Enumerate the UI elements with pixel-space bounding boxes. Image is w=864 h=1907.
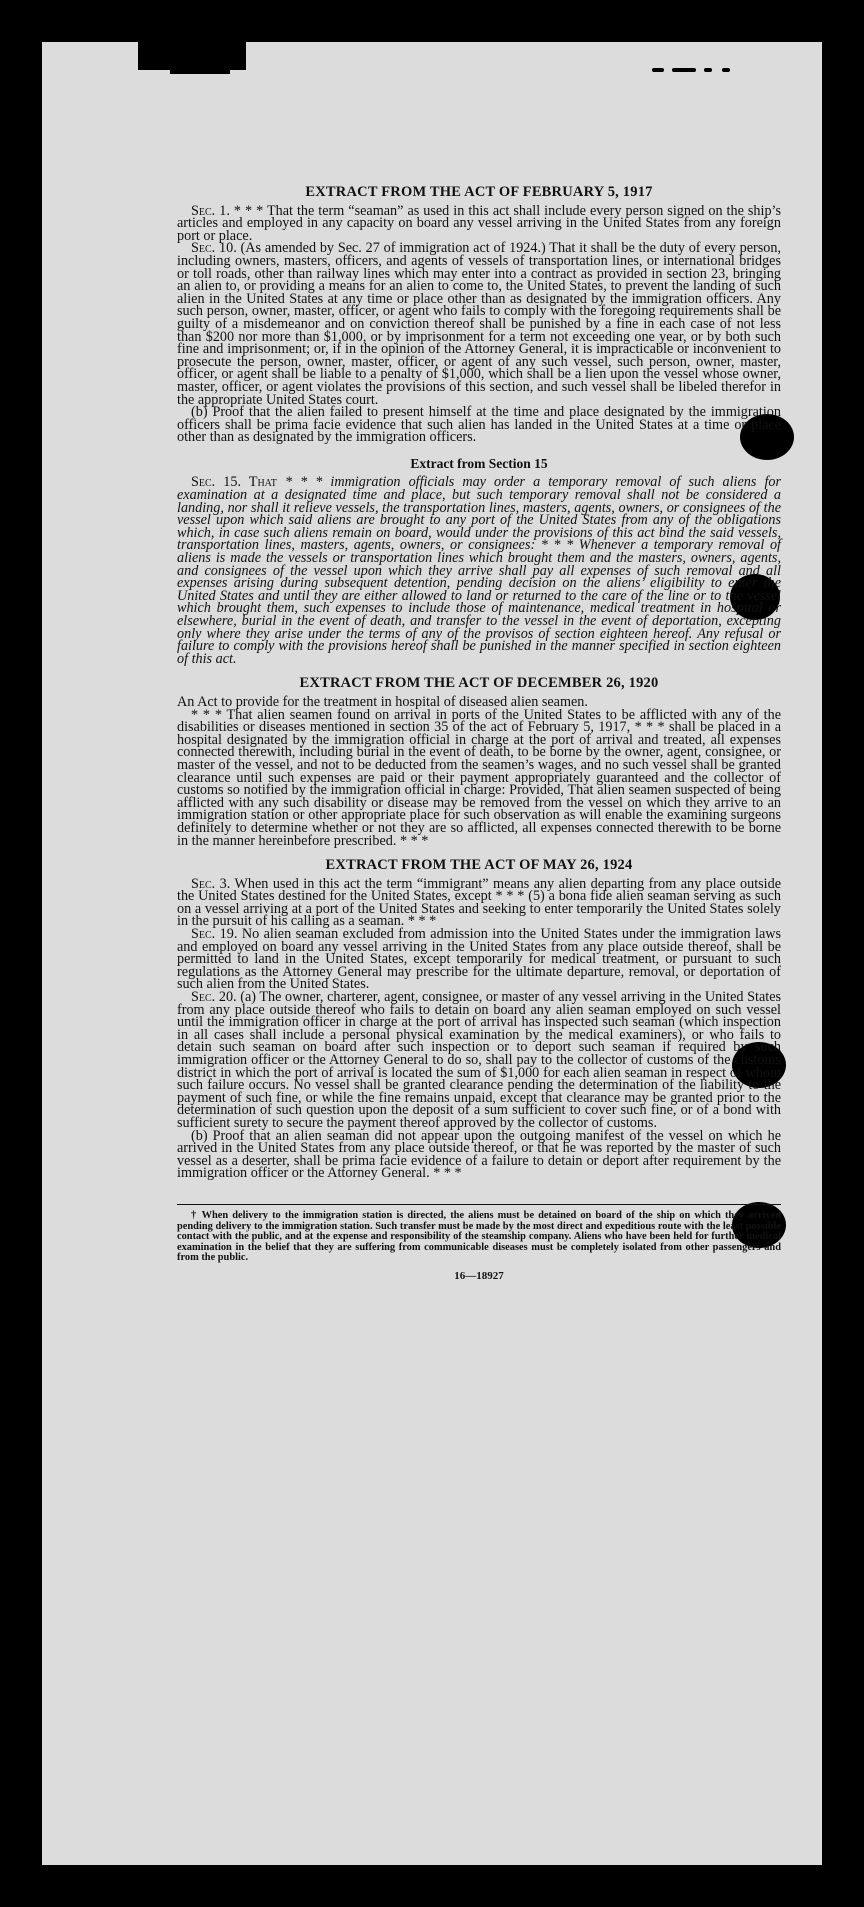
- paragraph-sec-20-b: (b) Proof that an alien seaman did not appear upon the outgoing manifest of the vessel on which he arrived in the United States from any place outside thereof, or that he was reported by the master of such vessel as a deserter, shall be prima facie evidence of a failure to detain or deport after requirement by the immigration officer or the Attorney General. * * *: [177, 1127, 781, 1182]
- paragraph-sec-20: [177, 991, 781, 1130]
- document-text: [177, 186, 781, 1283]
- heading-section-15: Extract from Section 15: [410, 455, 548, 471]
- heading-act-1924: EXTRACT FROM THE ACT OF MAY 26, 1924: [325, 857, 633, 874]
- section-label: Sec. 3.: [191, 875, 231, 892]
- paragraph-sec-10: [177, 242, 781, 406]
- paragraph-sec-19: [177, 928, 781, 991]
- heading-act-1920: EXTRACT FROM THE ACT OF DECEMBER 26, 1920: [299, 675, 659, 692]
- paragraph-sec-10-b: (b) Proof that the alien failed to present himself at the time and place designated by the immigration officers shall be prima facie evidence that such alien has landed in the United States at a time or place other than as designated by the immigration officers.: [177, 404, 781, 446]
- footnote-divider: [177, 1204, 781, 1205]
- section-label: Sec. 15. That: [191, 474, 277, 491]
- section-label: Sec. 19.: [191, 926, 238, 943]
- redaction-mark: [138, 42, 246, 70]
- heading-act-1917: EXTRACT FROM THE ACT OF FEBRUARY 5, 1917: [305, 184, 653, 200]
- paragraph-text: No alien seaman excluded from admission into the United States under the immigration laws and employed on board any vessel arriving in the United States from any place outside thereof, shall be permitted to land in the United States, except temporarily for medical treatment, or pursuant to such regulations as the Attorney General may prescribe for the ultimate departure, removal, or deportation of such alien from the United States.: [177, 926, 782, 993]
- paragraph-sec-15: [177, 476, 781, 665]
- section-label: Sec. 10.: [191, 240, 237, 257]
- paragraph-text: (a) The owner, charterer, agent, consignee, or master of any vessel arriving in the United States from any place outside thereof who fails to detain on board any alien seaman employed on such vessel until the immigration officer in charge at the port of arrival has inspected such seaman (which inspection in all cases shall include a personal physical examination by the medical examiners), or who fails to detain such seaman on board after such inspection or to deport such seaman if required by such immigration officer or the Attorney General to do so, shall pay to the collector of customs of the customs district in which the port of arrival is located the sum of $1,000 for each alien seaman in respect of whom such failure occurs. No vessel shall be granted clearance pending the determination of the liability to the payment of such fine, or while the fine remains unpaid, except that clearance may be granted prior to the determination of such question upon the deposit of a sum sufficient to cover such fine, or of a bond with sufficient surety to secure the payment thereof approved by the collector of customs.: [177, 989, 782, 1131]
- section-label: Sec. 1.: [191, 202, 230, 219]
- paragraph-text: * * * That the term “seaman” as used in this act shall include every person signed on the ship’s articles and employed in any capacity on board any vessel arriving in the United States from any foreign port or place.: [177, 202, 782, 244]
- form-number: 16—18927: [454, 1269, 504, 1282]
- paragraph-text: (As amended by Sec. 27 of immigration act of 1924.) That it shall be the duty of every person, including owners, masters, officers, and agents of vessels of transportation lines, or international bridges or toll roads, other than railway lines which may enter into a contract as provided in section 23, bringing an alien to, or providing a means for an alien to come to, the United States, to prevent the landing of such alien in the United States at any time or place other than as designated by the immigration officers. Any such person, owner, master, officer, or agent who fails to comply with the foregoing requirements shall be guilty of a misdemeanor and on conviction thereof shall be punished by a fine in each case of not less than $200 nor more than $1,000, or by imprisonment for a term not exceeding one year, or by both such fine and imprisonment; or, if in the opinion of the Attorney General, it is impracticable or inconvenient to prosecute the person, owner, master, officer, or agent of any such vessel, such person, owner, master, officer, or agent shall be liable to a penalty of $1,000, which shall be a lien upon the vessel whose owner, master, officer, or agent violates the provisions of this section, and such vessel shall be libeled therefor in the appropriate United States court.: [177, 240, 781, 408]
- paragraph-text: When used in this act the term “immigrant” means any alien departing from any place outside the United States destined for the United States, except * * * (5) a bona fide alien seaman serving as such on a vessel arriving at a port of the United States and seeking to enter temporarily the United States solely in the pursuit of his calling as a seaman. * * *: [177, 875, 781, 930]
- corner-marks: [652, 66, 782, 76]
- section-label: Sec. 20.: [191, 989, 237, 1006]
- paragraph-act-title: An Act to provide for the treatment in hospital of diseased alien seamen.: [177, 693, 588, 710]
- footnote: † When delivery to the immigration station is directed, the aliens must be detained on board of the ship on which they arrived pending delivery to the immigration station. Such transfer must be made by the most direct and expeditious route with the least possible contact with the public, and at the expense and responsibility of the steamship company. Aliens who have been held for further medical examination in the belief that they are suffering from communicable diseases must be completely isolated from other passengers and from the public.: [177, 1209, 781, 1264]
- paragraph-act-1920: * * * That alien seamen found on arrival in ports of the United States to be afflicted with any of the disabilities or diseases mentioned in section 35 of the act of February 5, 1917, * * * shall be placed in a hospital designated by the immigration official in charge at the port of arrival and treated, all expenses connected therewith, including burial in the event of death, to be borne by the owner, agent, consignee, or master of the vessel, and not to be deducted from the seamen’s wages, and no such vessel shall be granted clearance until such expenses are paid or their payment appropriately guaranteed and the collector of customs so notified by the immigration official in charge: Provided, That alien seamen suspected of being afflicted with any such disability or disease may be removed from the vessel on which they arrive to an immigration station or other appropriate place for such observation as will enable the examining surgeons definitely to determine whether or not they are so afflicted, all expenses connected therewith to be borne in the manner hereinbefore prescribed. * * *: [177, 706, 781, 849]
- paragraph-text: * * * immigration officials may order a temporary removal of such aliens for examination at a designated time and place, but such temporary removal shall not be considered a landing, nor shall it relieve vessels, the transportation lines, masters, agents, owners, or consignees of the vessel upon which said aliens are brought to any port of the United States from any of the obligations which, in case such aliens remain on board, would under the provisions of this act bind the said vessels, transportation lines, masters, agents, owners, or consignees: * * * Whenever a temporary removal of aliens is made the vessels or transportation lines which brought them and the masters, owners, agents, and consignees of the vessel upon which they arrive shall pay all expenses of such removal and all expenses arising during subsequent detention, pending decision on the aliens’ eligibility to enter the United States and until they are either allowed to land or returned to the care of the line or to the vessel which brought them, such expenses to include those of maintenance, medical treatment in hospital or elsewhere, burial in the event of death, and transfer to the vessel in the event of deportation, excepting only where they arise under the terms of any of the provisos of section eighteen hereof. Any refusal or failure to comply with the provisions hereof shall be punished in the manner specified in section eighteen of this act.: [177, 474, 781, 667]
- paragraph-sec-1: [177, 202, 782, 244]
- paragraph-sec-3: [177, 875, 781, 930]
- document-page: [42, 42, 822, 1865]
